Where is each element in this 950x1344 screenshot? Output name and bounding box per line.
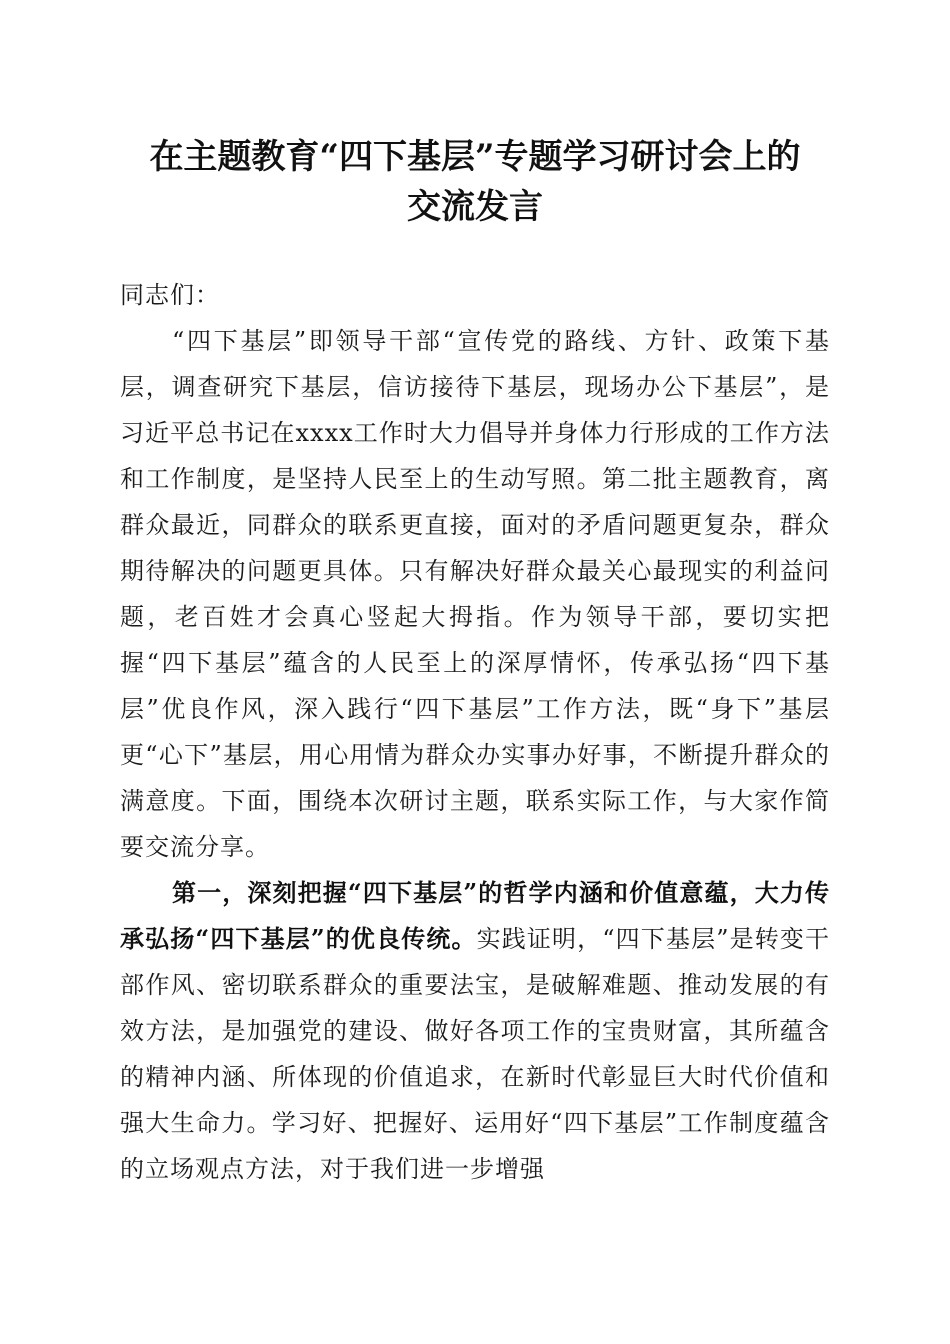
document-body xyxy=(120,272,830,1192)
paragraph-intro: “四下基层”即领导干部“宣传党的路线、方针、政策下基层，调查研究下基层，信访接待下基层，现场办公下基层”，是习近平总书记在xxxx工作时大力倡导并身体力行形成的工作方法和工作制度，是坚持人民至上的生动写照。第二批主题教育，离群众最近，同群众的联系更直接，面对的矛盾问题更复杂，群众期待解决的问题更具体。只有解决好群众最关心最现实的利益问题，老百姓才会真心竖起大拇指。作为领导干部，要切实把握“四下基层”蕴含的人民至上的深厚情怀，传承弘扬“四下基层”优良作风，深入践行“四下基层”工作方法，既“身下”基层更“心下”基层，用心用情为群众办实事办好事，不断提升群众的满意度。下面，围绕本次研讨主题，联系实际工作，与大家作简要交流分享。 xyxy=(120,327,830,861)
salutation: 同志们： xyxy=(120,281,220,309)
document-title xyxy=(100,132,850,232)
title-line-1: 在主题教育“四下基层”专题学习研讨会上的 xyxy=(149,137,801,177)
paragraph-first-point xyxy=(120,870,830,1192)
title-line-2: 交流发言 xyxy=(407,187,543,227)
paragraph-first-point-lead: 第一，深刻把握“四下基层”的哲学内涵和价值意蕴，大力传承弘扬“四下基层”的优良传统。 xyxy=(120,878,830,953)
paragraph-first-point-text: 实践证明，“四下基层”是转变干部作风、密切联系群众的重要法宝，是破解难题、推动发展的有效方法，是加强党的建设、做好各项工作的宝贵财富，其所蕴含的精神内涵、所体现的价值追求，在新时代彰显巨大时代价值和强大生命力。学习好、把握好、运用好“四下基层”工作制度蕴含的立场观点方法，对于我们进一步增强 xyxy=(120,925,831,1183)
